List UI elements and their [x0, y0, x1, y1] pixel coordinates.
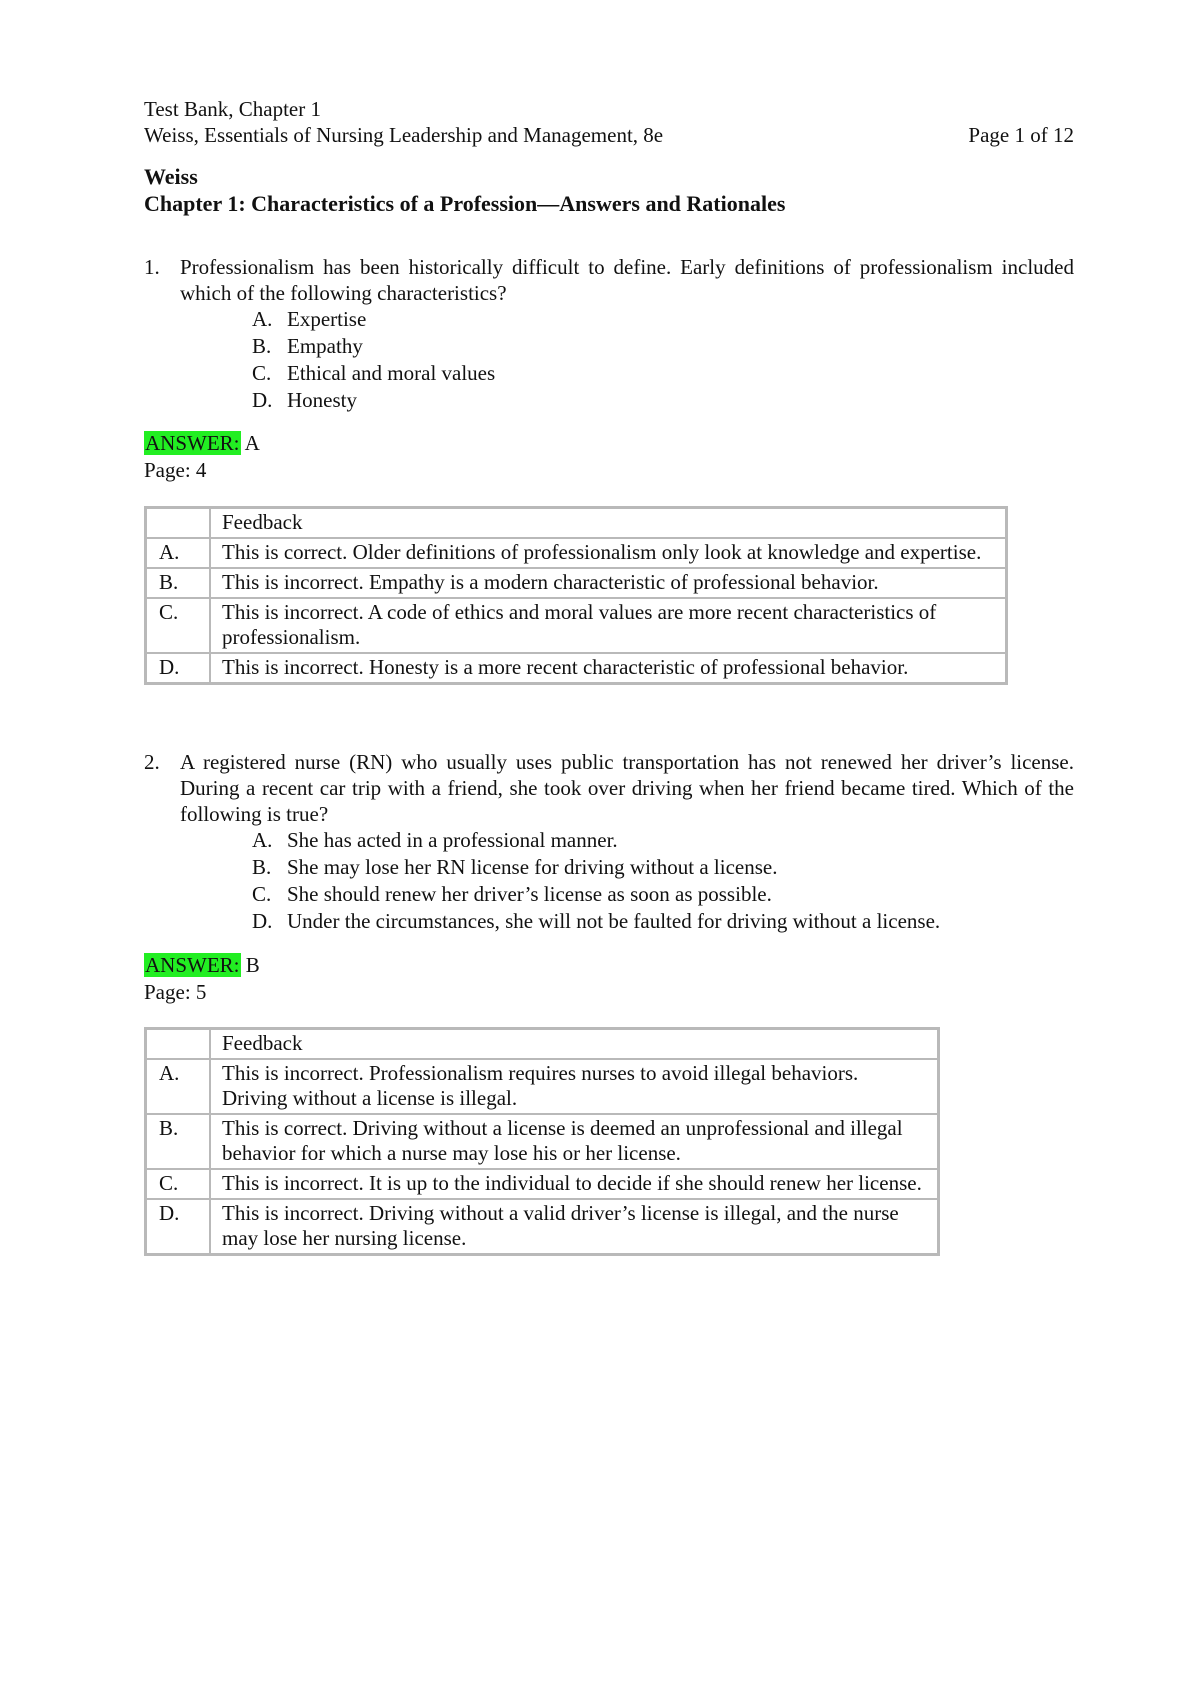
option-text: Honesty — [287, 388, 357, 412]
answer-block-2 — [144, 952, 744, 1006]
feedback-letter: C. — [146, 1169, 210, 1199]
option-list — [252, 306, 1074, 414]
option-text: Ethical and moral values — [287, 361, 496, 385]
question-stem: Professionalism has been historically difficult to define. Early definitions of professionalism included which of the following characteristics? — [180, 255, 1074, 305]
question-stem: A registered nurse (RN) who usually uses public transportation has not renewed her driver’s license. During a recent car trip with a friend, she took over driving when her friend became tired. Which of the following is true? — [180, 750, 1074, 826]
answer-value: B — [240, 953, 260, 977]
feedback-letter: A. — [146, 1059, 210, 1114]
table-row — [146, 1169, 938, 1199]
option-text: She should renew her driver’s license as soon as possible. — [287, 882, 772, 906]
answer-label: ANSWER: — [145, 431, 240, 455]
feedback-header: Feedback — [210, 1029, 938, 1059]
feedback-table-1 — [144, 506, 1008, 685]
question-2 — [144, 749, 1074, 935]
table-row — [146, 598, 1006, 653]
header-line1: Test Bank, Chapter 1 — [144, 97, 321, 121]
feedback-letter: D. — [146, 653, 210, 683]
feedback-text: This is correct. Driving without a license is deemed an unprofessional and illegal behavior for which a nurse may lose his or her license. — [210, 1114, 938, 1169]
option-text: Empathy — [287, 334, 363, 358]
option-letter: A. — [252, 828, 273, 852]
option-letter: C. — [252, 361, 272, 385]
option-list — [252, 827, 1074, 935]
table-row — [146, 1114, 938, 1169]
option-text: Expertise — [287, 307, 367, 331]
feedback-header: Feedback — [210, 508, 1006, 538]
option-letter: C. — [252, 882, 272, 906]
table-row — [146, 568, 1006, 598]
option-text: She may lose her RN license for driving without a license. — [287, 855, 778, 879]
feedback-text: This is incorrect. Professionalism requires nurses to avoid illegal behaviors. Driving without a license is illegal. — [210, 1059, 938, 1114]
answer-label: ANSWER: — [145, 953, 240, 977]
feedback-letter: B. — [146, 1114, 210, 1169]
document-title — [144, 164, 1074, 218]
option-letter: D. — [252, 909, 273, 933]
option-item — [252, 360, 1074, 387]
table-row — [146, 508, 1006, 538]
option-item — [252, 333, 1074, 360]
answer-value: A — [240, 431, 260, 455]
feedback-text: This is incorrect. Empathy is a modern characteristic of professional behavior. — [210, 568, 1006, 598]
option-item — [252, 908, 1074, 935]
feedback-letter: D. — [146, 1199, 210, 1254]
feedback-text: This is correct. Older definitions of professionalism only look at knowledge and expertise. — [210, 538, 1006, 568]
table-row — [146, 653, 1006, 683]
table-row — [146, 1029, 938, 1059]
feedback-table-2 — [144, 1027, 940, 1256]
option-text: Under the circumstances, she will not be faulted for driving without a license. — [287, 909, 941, 933]
page-reference: Page: 4 — [144, 458, 207, 482]
feedback-letter: A. — [146, 538, 210, 568]
question-number: 2. — [144, 750, 160, 774]
page-indicator: Page 1 of 12 — [968, 123, 1074, 147]
chapter-heading: Chapter 1: Characteristics of a Profession—Answers and Rationales — [144, 191, 786, 216]
answer-block-1 — [144, 430, 744, 484]
option-item — [252, 306, 1074, 333]
option-letter: D. — [252, 388, 273, 412]
option-letter: B. — [252, 855, 272, 879]
page-reference: Page: 5 — [144, 980, 207, 1004]
table-row — [146, 1199, 938, 1254]
author-heading: Weiss — [144, 164, 198, 189]
option-letter: A. — [252, 307, 273, 331]
feedback-text: This is incorrect. It is up to the individual to decide if she should renew her license. — [210, 1169, 938, 1199]
option-item — [252, 854, 1074, 881]
option-letter: B. — [252, 334, 272, 358]
option-item — [252, 881, 1074, 908]
feedback-text: This is incorrect. A code of ethics and moral values are more recent characteristics of professionalism. — [210, 598, 1006, 653]
header-line2: Weiss, Essentials of Nursing Leadership and Management, 8e — [144, 123, 664, 147]
feedback-text: This is incorrect. Driving without a valid driver’s license is illegal, and the nurse may lose her nursing license. — [210, 1199, 938, 1254]
option-item — [252, 387, 1074, 414]
feedback-letter: B. — [146, 568, 210, 598]
page-header — [144, 96, 1074, 148]
option-text: She has acted in a professional manner. — [287, 828, 618, 852]
feedback-text: This is incorrect. Honesty is a more recent characteristic of professional behavior. — [210, 653, 1006, 683]
feedback-letter: C. — [146, 598, 210, 653]
option-item — [252, 827, 1074, 854]
table-row — [146, 1059, 938, 1114]
question-number: 1. — [144, 255, 160, 279]
question-1 — [144, 254, 1074, 414]
table-row — [146, 538, 1006, 568]
